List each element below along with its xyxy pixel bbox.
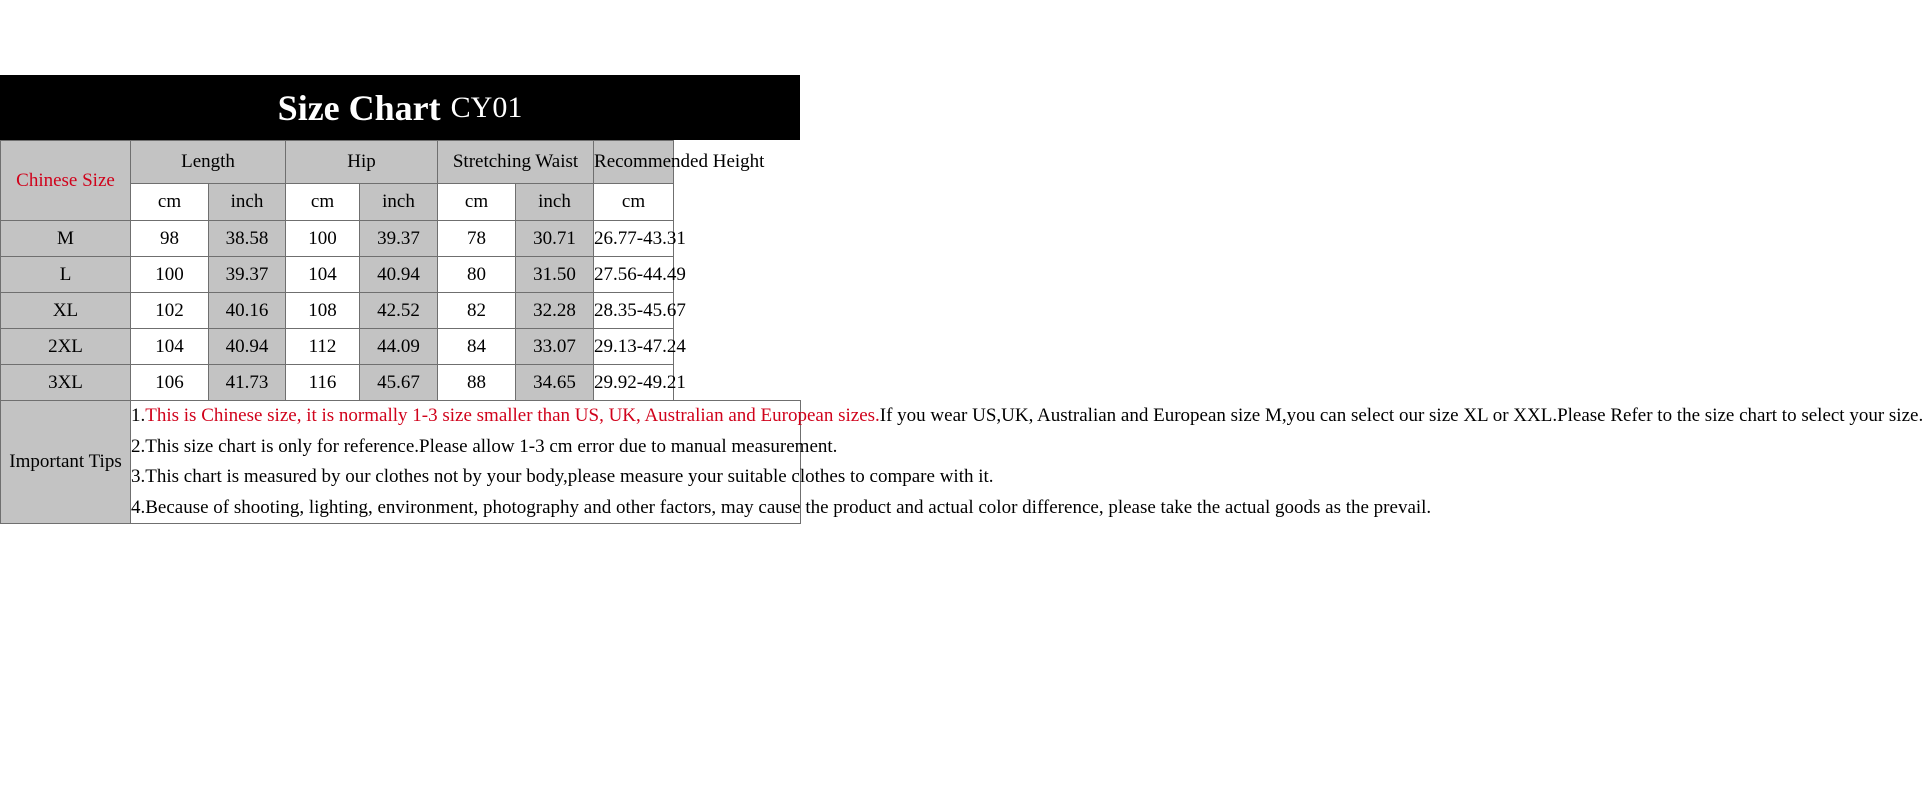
value-cell: 82 [438,293,516,329]
value-cell: 30.71 [516,221,594,257]
value-cell: 98 [131,221,209,257]
value-cell: 39.37 [360,221,438,257]
value-cell: 104 [131,329,209,365]
value-cell: 78 [438,221,516,257]
size-cell: 2XL [1,329,131,365]
size-cell: 3XL [1,365,131,401]
value-cell: 44.09 [360,329,438,365]
value-cell: 45.67 [360,365,438,401]
tips-row [1,401,801,524]
unit-cell: cm [594,184,674,221]
tip-2: 2.This size chart is only for reference.Please allow 1-3 cm error due to manual measurement. [131,435,838,457]
length-header: Length [131,141,286,184]
chart-title: Size Chart [277,87,441,128]
size-cell: M [1,221,131,257]
value-cell: 40.16 [209,293,286,329]
value-cell: 102 [131,293,209,329]
value-cell: 29.13-47.24 [594,329,674,365]
value-cell: 27.56-44.49 [594,257,674,293]
value-cell: 112 [286,329,360,365]
value-cell: 31.50 [516,257,594,293]
size-chart-table [0,140,1923,524]
value-cell: 108 [286,293,360,329]
value-cell: 104 [286,257,360,293]
value-cell: 38.58 [209,221,286,257]
chinese-size-header: Chinese Size [1,141,131,221]
value-cell: 106 [131,365,209,401]
value-cell: 100 [286,221,360,257]
value-cell: 32.28 [516,293,594,329]
tip-3: 3.This chart is measured by our clothes not by your body,please measure your suitable clothes to compare with it. [131,466,994,487]
unit-cell: inch [360,184,438,221]
tip-1-detail: If you wear US,UK, Australian and European size M,you can select our size XL or XXL.Please Refer to the size chart to select your size. [879,405,1923,426]
tip-1-prefix: 1. [131,405,146,426]
table-row [1,257,801,293]
value-cell: 40.94 [360,257,438,293]
value-cell: 28.35-45.67 [594,293,674,329]
value-cell: 84 [438,329,516,365]
waist-header: Stretching Waist [438,141,594,184]
table-row [1,293,801,329]
tips-text [131,401,1923,524]
value-cell: 33.07 [516,329,594,365]
unit-cell: cm [131,184,209,221]
important-tips-label: Important Tips [1,401,131,524]
tip-1-warning: This is Chinese size, it is normally 1-3 size smaller than US, UK, Australian and European sizes. [145,405,880,426]
value-cell: 26.77-43.31 [594,221,674,257]
unit-cell: inch [516,184,594,221]
table-row [1,365,801,401]
table-row [1,329,801,365]
value-cell: 39.37 [209,257,286,293]
value-cell: 88 [438,365,516,401]
value-cell: 100 [131,257,209,293]
hip-header: Hip [286,141,438,184]
title-banner [0,75,800,140]
value-cell: 34.65 [516,365,594,401]
chart-code: CY01 [450,90,523,124]
unit-cell: inch [209,184,286,221]
size-cell: L [1,257,131,293]
unit-cell: cm [286,184,360,221]
value-cell: 40.94 [209,329,286,365]
unit-cell: cm [438,184,516,221]
header-row-1 [1,141,801,184]
tip-4: 4.Because of shooting, lighting, environment, photography and other factors, may cause the product and actual color difference, please take the actual goods as the prevail. [131,496,1432,518]
tip-1 [131,401,1923,432]
value-cell: 41.73 [209,365,286,401]
value-cell: 29.92-49.21 [594,365,674,401]
table-row [1,221,801,257]
value-cell: 116 [286,365,360,401]
size-cell: XL [1,293,131,329]
height-header: Recommended Height [594,141,674,184]
value-cell: 42.52 [360,293,438,329]
value-cell: 80 [438,257,516,293]
